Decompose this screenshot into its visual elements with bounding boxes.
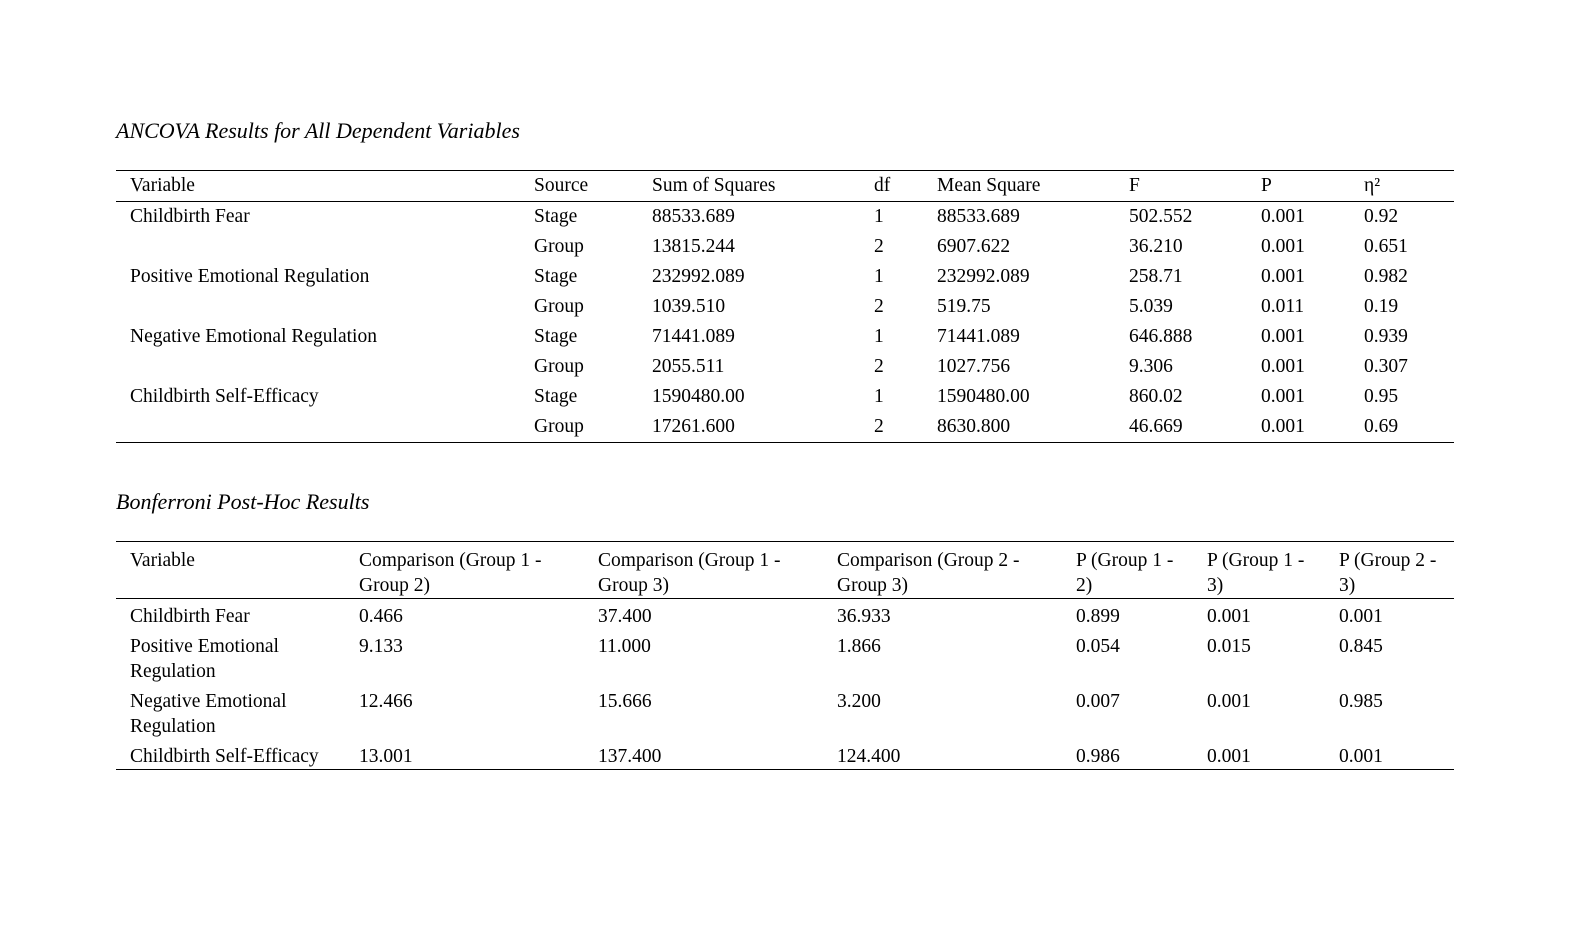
column-header: P (Group 1 - 3)	[1193, 542, 1325, 599]
table-cell: Childbirth Self-Efficacy	[116, 739, 345, 770]
table-row	[116, 202, 1454, 233]
table-cell: 0.015	[1207, 636, 1251, 657]
table-cell: Childbirth Fear	[130, 206, 250, 227]
table-cell: 124.400	[823, 739, 1062, 770]
table-cell: 0.69	[1350, 412, 1454, 443]
table-cell: 0.95	[1364, 386, 1399, 407]
column-header: Variable	[116, 171, 520, 202]
bonferroni-header-row	[116, 542, 1454, 599]
table-row	[116, 292, 1454, 322]
column-header: F	[1115, 171, 1247, 202]
column-header: P (Group 2 - 3)	[1325, 542, 1454, 599]
table-cell: 0.939	[1364, 326, 1408, 347]
table-cell: 0.466	[359, 606, 403, 627]
table-cell: Group	[520, 412, 638, 443]
table-cell: 0.001	[1261, 266, 1305, 287]
table-cell: 88533.689	[937, 206, 1020, 227]
table-cell: 17261.600	[638, 412, 860, 443]
table-cell: 0.001	[1261, 236, 1305, 257]
table-row	[116, 232, 1454, 262]
column-header: η²	[1350, 171, 1454, 202]
column-header: Source	[520, 171, 638, 202]
column-header: P (Group 1 - 2)	[1062, 542, 1193, 599]
table-cell: 1590480.00	[937, 386, 1030, 407]
table-cell: Group	[534, 356, 584, 377]
table-cell: 0.985	[1339, 691, 1383, 712]
table-cell: 0.92	[1364, 206, 1399, 227]
table-cell: 502.552	[1129, 206, 1193, 227]
table-row	[116, 412, 1454, 443]
table-cell: 11.000	[598, 636, 651, 657]
table-cell: 0.001	[1207, 691, 1251, 712]
table-cell: Negative Emotional Regulation	[130, 326, 377, 347]
table-cell: 0.001	[1339, 606, 1383, 627]
table-cell: Positive Emotional Regulation	[130, 266, 370, 287]
table-cell: 0.899	[1076, 606, 1120, 627]
table-cell: 15.666	[598, 691, 652, 712]
table-cell: 13815.244	[652, 236, 735, 257]
table-row	[116, 352, 1454, 382]
table-cell: 0.001	[1247, 412, 1350, 443]
table-cell	[116, 292, 520, 322]
table-cell: 0.001	[1261, 326, 1305, 347]
table-cell: Childbirth Fear	[130, 606, 250, 627]
table-cell: 232992.089	[937, 266, 1030, 287]
table-cell: 0.007	[1076, 691, 1120, 712]
table-cell: Group	[534, 296, 584, 317]
table-cell: 8630.800	[923, 412, 1115, 443]
table-cell: 0.986	[1062, 739, 1193, 770]
table-cell: 0.001	[1261, 206, 1305, 227]
table-cell: 0.054	[1076, 636, 1120, 657]
table-cell: 1590480.00	[652, 386, 745, 407]
table-row	[116, 262, 1454, 292]
table-cell: 71441.089	[937, 326, 1020, 347]
column-header: P	[1247, 171, 1350, 202]
column-header: Variable	[116, 542, 345, 599]
table-cell: 1027.756	[937, 356, 1011, 377]
column-header: Comparison (Group 2 - Group 3)	[823, 542, 1062, 599]
table-cell: 2	[874, 236, 884, 257]
table-cell: 646.888	[1129, 326, 1193, 347]
column-header: Mean Square	[923, 171, 1115, 202]
table-cell: 1.866	[837, 636, 881, 657]
table-cell: 232992.089	[652, 266, 745, 287]
table-cell: Childbirth Self-Efficacy	[130, 386, 319, 407]
table-cell: 519.75	[937, 296, 991, 317]
table-cell: 9.306	[1129, 356, 1173, 377]
table-cell: 0.001	[1207, 606, 1251, 627]
table-cell: 1	[874, 206, 884, 227]
table-cell: 36.210	[1129, 236, 1183, 257]
table-cell: 13.001	[345, 739, 584, 770]
table-cell: 0.307	[1364, 356, 1408, 377]
table-cell: 37.400	[598, 606, 652, 627]
table-cell: Stage	[534, 326, 578, 347]
column-header: Comparison (Group 1 - Group 2)	[345, 542, 584, 599]
table-cell: Positive Emotional Regulation	[130, 636, 279, 682]
table-cell: 2055.511	[652, 356, 725, 377]
table-cell: 0.982	[1364, 266, 1408, 287]
table-cell: 258.71	[1129, 266, 1183, 287]
column-header: Comparison (Group 1 - Group 3)	[584, 542, 823, 599]
table-cell: 0.001	[1325, 739, 1454, 770]
table-cell: 860.02	[1129, 386, 1183, 407]
table-cell: 0.001	[1261, 356, 1305, 377]
bonferroni-results-table	[116, 541, 1454, 770]
table-cell: 36.933	[837, 606, 891, 627]
table-cell: Negative Emotional Regulation	[130, 691, 287, 737]
table-cell: 6907.622	[937, 236, 1011, 257]
table-cell: 88533.689	[652, 206, 735, 227]
table-cell: Stage	[534, 386, 578, 407]
table-row	[116, 739, 1454, 770]
table-cell: 0.651	[1364, 236, 1408, 257]
table-row	[116, 322, 1454, 352]
table-cell: 0.001	[1261, 386, 1305, 407]
table-cell: Stage	[534, 206, 578, 227]
table-cell: 0.011	[1261, 296, 1305, 317]
table-cell: 2	[860, 412, 923, 443]
table-cell: Stage	[534, 266, 578, 287]
table-cell	[116, 352, 520, 382]
table-cell: 0.845	[1339, 636, 1383, 657]
ancova-header-row	[116, 171, 1454, 202]
table-cell: Group	[534, 236, 584, 257]
table-cell: 1	[874, 326, 884, 347]
table-cell	[116, 232, 520, 262]
table-cell: 1	[874, 266, 884, 287]
table-row	[116, 599, 1454, 630]
column-header: Sum of Squares	[638, 171, 860, 202]
table-row	[116, 684, 1454, 739]
table-cell: 5.039	[1129, 296, 1173, 317]
table-cell: 2	[874, 296, 884, 317]
table-cell: 1039.510	[652, 296, 726, 317]
table-cell	[116, 412, 520, 443]
table-row	[116, 629, 1454, 684]
table-cell: 0.001	[1193, 739, 1325, 770]
table-cell: 46.669	[1115, 412, 1247, 443]
table-cell: 137.400	[584, 739, 823, 770]
column-header: df	[860, 171, 923, 202]
table-cell: 2	[874, 356, 884, 377]
table-cell: 1	[874, 386, 884, 407]
ancova-results-table	[116, 170, 1454, 443]
table-row	[116, 382, 1454, 412]
table-cell: 12.466	[359, 691, 413, 712]
table-cell: 71441.089	[652, 326, 735, 347]
table-cell: 3.200	[837, 691, 881, 712]
table-cell: 9.133	[359, 636, 403, 657]
table-cell: 0.19	[1364, 296, 1399, 317]
ancova-table-caption: ANCOVA Results for All Dependent Variables	[116, 118, 520, 143]
bonferroni-table-caption: Bonferroni Post-Hoc Results	[116, 489, 370, 514]
